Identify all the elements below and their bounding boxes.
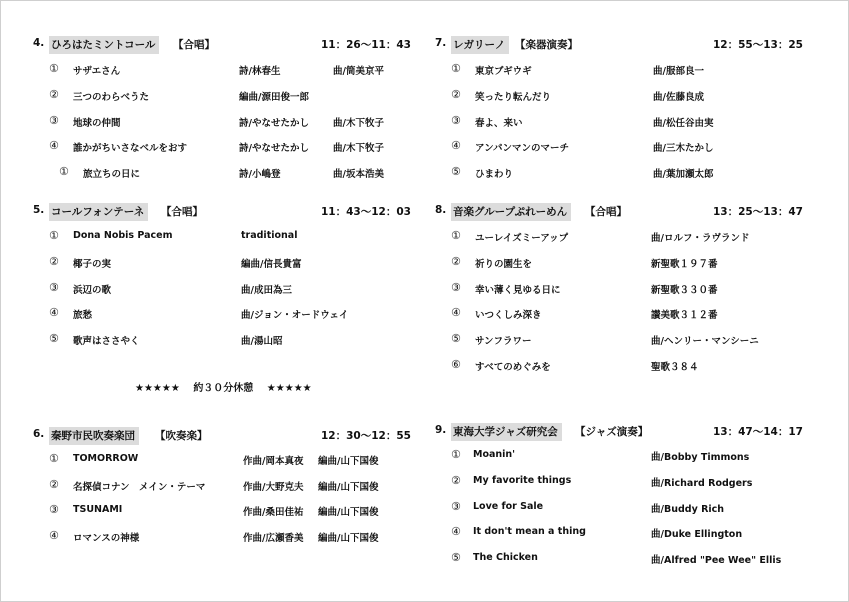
- time-range: 13：47～14：17: [713, 426, 803, 438]
- song-title: サザエさん: [73, 66, 121, 77]
- item-number: ①: [451, 229, 461, 242]
- program-section-9: [435, 422, 815, 572]
- list-item: [435, 449, 815, 465]
- item-number: ①: [451, 448, 461, 461]
- credit-1: 詩/やなせたかし: [239, 143, 309, 154]
- song-title: It don't mean a thing: [473, 526, 586, 537]
- credit-1: 新聖歌３３０番: [651, 285, 718, 296]
- list-item: [435, 359, 815, 375]
- credit-1: 曲/服部良一: [653, 66, 704, 77]
- time-range: 13：25～13：47: [713, 206, 803, 218]
- song-title: 歌声はささやく: [73, 336, 140, 347]
- credit-2: 編曲/山下国俊: [318, 482, 379, 493]
- section-header: [33, 202, 413, 220]
- credit-1: 曲/Duke Ellington: [651, 529, 743, 540]
- credit-1: 作曲/広瀬香美: [243, 533, 304, 544]
- list-item: [33, 307, 413, 323]
- list-item: [435, 115, 815, 131]
- item-number: ③: [49, 281, 59, 294]
- song-title: The Chicken: [473, 552, 538, 563]
- song-title: TOMORROW: [73, 453, 139, 464]
- item-number: ④: [49, 529, 59, 542]
- genre-label: 【合唱】: [585, 206, 627, 218]
- song-title: Dona Nobis Pacem: [73, 230, 173, 241]
- credit-1: 曲/ジョン・オードウェイ: [241, 310, 349, 321]
- stars-right: ★★★★★: [266, 383, 312, 394]
- list-item: [435, 552, 815, 568]
- list-item: [33, 504, 413, 520]
- song-title: 誰かがちいさなベルをおす: [73, 143, 188, 154]
- group-name: 音楽グループぷれーめん: [451, 203, 571, 221]
- list-item: [33, 333, 413, 349]
- group-name: ひろはたミントコール: [49, 36, 159, 54]
- item-number: ①: [49, 229, 59, 242]
- section-number: 6.: [33, 428, 45, 440]
- list-item: [33, 230, 413, 246]
- list-item: [33, 89, 413, 105]
- list-item: [435, 230, 815, 246]
- song-title: 三つのわらべうた: [73, 92, 150, 103]
- list-item: [435, 307, 815, 323]
- list-item: [33, 479, 413, 495]
- credit-1: 編曲/信長貴富: [241, 259, 302, 270]
- credit-2: 曲/坂本浩美: [333, 169, 384, 180]
- intermission-note: [135, 379, 322, 394]
- section-header: [33, 426, 413, 444]
- time-range: 12：55～13：25: [713, 39, 803, 51]
- time-range: 11：43～12：03: [321, 206, 411, 218]
- item-number: ③: [451, 114, 461, 127]
- song-title: 浜辺の歌: [73, 285, 112, 296]
- program-section-8: [435, 202, 815, 372]
- program-section-4: [33, 35, 413, 185]
- credit-1: 作曲/桑田佳祐: [243, 507, 304, 518]
- section-number: 8.: [435, 204, 447, 216]
- list-item: [435, 140, 815, 156]
- list-item: [435, 526, 815, 542]
- genre-label: 【合唱】: [173, 39, 215, 51]
- song-title: 旅愁: [73, 310, 93, 321]
- item-number: ①: [49, 62, 59, 75]
- credit-1: 新聖歌１９７番: [651, 259, 718, 270]
- section-header: [33, 35, 413, 53]
- song-title: ユーレイズミーアップ: [475, 233, 569, 244]
- stars-left: ★★★★★: [135, 383, 180, 394]
- song-title: 地球の仲間: [73, 118, 121, 129]
- credit-1: 曲/Richard Rodgers: [651, 478, 753, 489]
- group-name: 東海大学ジャズ研究会: [451, 423, 562, 441]
- genre-label: 【吹奏楽】: [155, 430, 208, 442]
- genre-label: 【楽器演奏】: [515, 39, 578, 51]
- credit-1: 詩/林春生: [239, 66, 281, 77]
- group-name: 秦野市民吹奏楽団: [49, 427, 139, 445]
- credit-1: 作曲/大野克夫: [243, 482, 304, 493]
- song-title: 祈りの園生を: [475, 259, 533, 270]
- item-number: ④: [49, 139, 59, 152]
- song-title: ロマンスの神様: [73, 533, 140, 544]
- credit-1: traditional: [241, 230, 298, 241]
- credit-1: 曲/葉加瀬太郎: [653, 169, 714, 180]
- section-header: [435, 202, 815, 220]
- song-title: 名探偵コナン メイン・テーマ: [73, 482, 206, 493]
- item-number: ③: [451, 281, 461, 294]
- list-item: [33, 453, 413, 469]
- program-section-7: [435, 35, 815, 185]
- list-item: [33, 140, 413, 156]
- item-number: ①: [451, 62, 461, 75]
- list-item: [435, 89, 815, 105]
- group-name: レガリーノ: [451, 36, 509, 54]
- song-title: Love for Sale: [473, 501, 544, 512]
- song-title: 東京ブギウギ: [475, 66, 532, 77]
- item-number: ④: [49, 306, 59, 319]
- list-item: [435, 501, 815, 517]
- credit-1: 讃美歌３１２番: [651, 310, 718, 321]
- song-title: 春よ、来い: [475, 118, 523, 129]
- list-item: [435, 256, 815, 272]
- program-section-5: [33, 202, 413, 352]
- song-title: アンパンマンのマーチ: [475, 143, 569, 154]
- item-number: ③: [451, 500, 461, 513]
- credit-2: 編曲/山下国俊: [318, 507, 379, 518]
- song-title: TSUNAMI: [73, 504, 123, 515]
- credit-1: 編曲/源田俊一郎: [239, 92, 309, 103]
- item-number: ⑥: [451, 358, 461, 371]
- list-item: [33, 115, 413, 131]
- song-title: すべてのめぐみを: [475, 362, 551, 373]
- item-number: ①: [49, 452, 59, 465]
- genre-label: 【合唱】: [161, 206, 203, 218]
- list-item: [33, 282, 413, 298]
- section-header: [435, 422, 815, 440]
- item-number: ⑤: [451, 165, 461, 178]
- credit-1: 詩/やなせたかし: [239, 118, 309, 129]
- list-item: [33, 63, 413, 79]
- item-number: ②: [49, 255, 59, 268]
- item-number: ⑤: [451, 551, 461, 564]
- genre-label: 【ジャズ演奏】: [575, 426, 649, 438]
- credit-1: 作曲/岡本真夜: [243, 456, 304, 467]
- song-title: 椰子の実: [73, 259, 112, 270]
- item-number: ③: [49, 114, 59, 127]
- credit-1: 詩/小嶋登: [239, 169, 281, 180]
- song-title: 幸い薄く見ゆる日に: [475, 285, 561, 296]
- item-number: ②: [451, 474, 461, 487]
- section-number: 7.: [435, 37, 447, 49]
- credit-1: 曲/湯山昭: [241, 336, 283, 347]
- credit-1: 曲/ロルフ・ラヴランド: [651, 233, 750, 244]
- credit-2: 編曲/山下国俊: [318, 456, 379, 467]
- song-title: 旅立ちの日に: [83, 169, 141, 180]
- item-number: ④: [451, 306, 461, 319]
- list-item: [435, 282, 815, 298]
- section-header: [435, 35, 815, 53]
- item-number: ②: [451, 88, 461, 101]
- credit-2: 編曲/山下国俊: [318, 533, 379, 544]
- item-number: ⑤: [451, 332, 461, 345]
- song-title: 笑ったり転んだり: [475, 92, 552, 103]
- credit-1: 曲/Alfred "Pee Wee" Ellis: [651, 555, 782, 566]
- list-item: [33, 530, 413, 546]
- list-item: [33, 166, 413, 182]
- item-number: ②: [451, 255, 461, 268]
- group-name: コールフォンテーネ: [49, 203, 148, 221]
- song-title: サンフラワー: [475, 336, 532, 347]
- credit-1: 曲/ヘンリー・マンシーニ: [651, 336, 759, 347]
- item-number: ②: [49, 478, 59, 491]
- song-title: ひまわり: [475, 169, 514, 180]
- list-item: [435, 63, 815, 79]
- section-number: 4.: [33, 37, 45, 49]
- time-range: 11：26～11：43: [321, 39, 411, 51]
- section-number: 5.: [33, 204, 45, 216]
- credit-1: 曲/三木たかし: [653, 143, 714, 154]
- list-item: [33, 256, 413, 272]
- credit-1: 曲/Bobby Timmons: [651, 452, 750, 463]
- song-title: いつくしみ深き: [475, 310, 542, 321]
- item-number: ①: [59, 165, 69, 178]
- credit-2: 曲/筒美京平: [333, 66, 384, 77]
- list-item: [435, 475, 815, 491]
- credit-1: 曲/松任谷由実: [653, 118, 714, 129]
- list-item: [435, 166, 815, 182]
- item-number: ②: [49, 88, 59, 101]
- credit-1: 曲/Buddy Rich: [651, 504, 725, 515]
- credit-2: 曲/木下牧子: [333, 118, 384, 129]
- list-item: [435, 333, 815, 349]
- credit-2: 曲/木下牧子: [333, 143, 384, 154]
- credit-1: 曲/佐藤良成: [653, 92, 704, 103]
- program-section-6: [33, 426, 413, 556]
- item-number: ③: [49, 503, 59, 516]
- credit-1: 聖歌３８４: [651, 362, 699, 373]
- item-number: ④: [451, 139, 461, 152]
- song-title: My favorite things: [473, 475, 572, 486]
- credit-1: 曲/成田為三: [241, 285, 292, 296]
- item-number: ④: [451, 525, 461, 538]
- item-number: ⑤: [49, 332, 59, 345]
- section-number: 9.: [435, 424, 447, 436]
- time-range: 12：30～12：55: [321, 430, 411, 442]
- song-title: Moanin': [473, 449, 516, 460]
- intermission-label: 約３０分休憩: [193, 383, 254, 394]
